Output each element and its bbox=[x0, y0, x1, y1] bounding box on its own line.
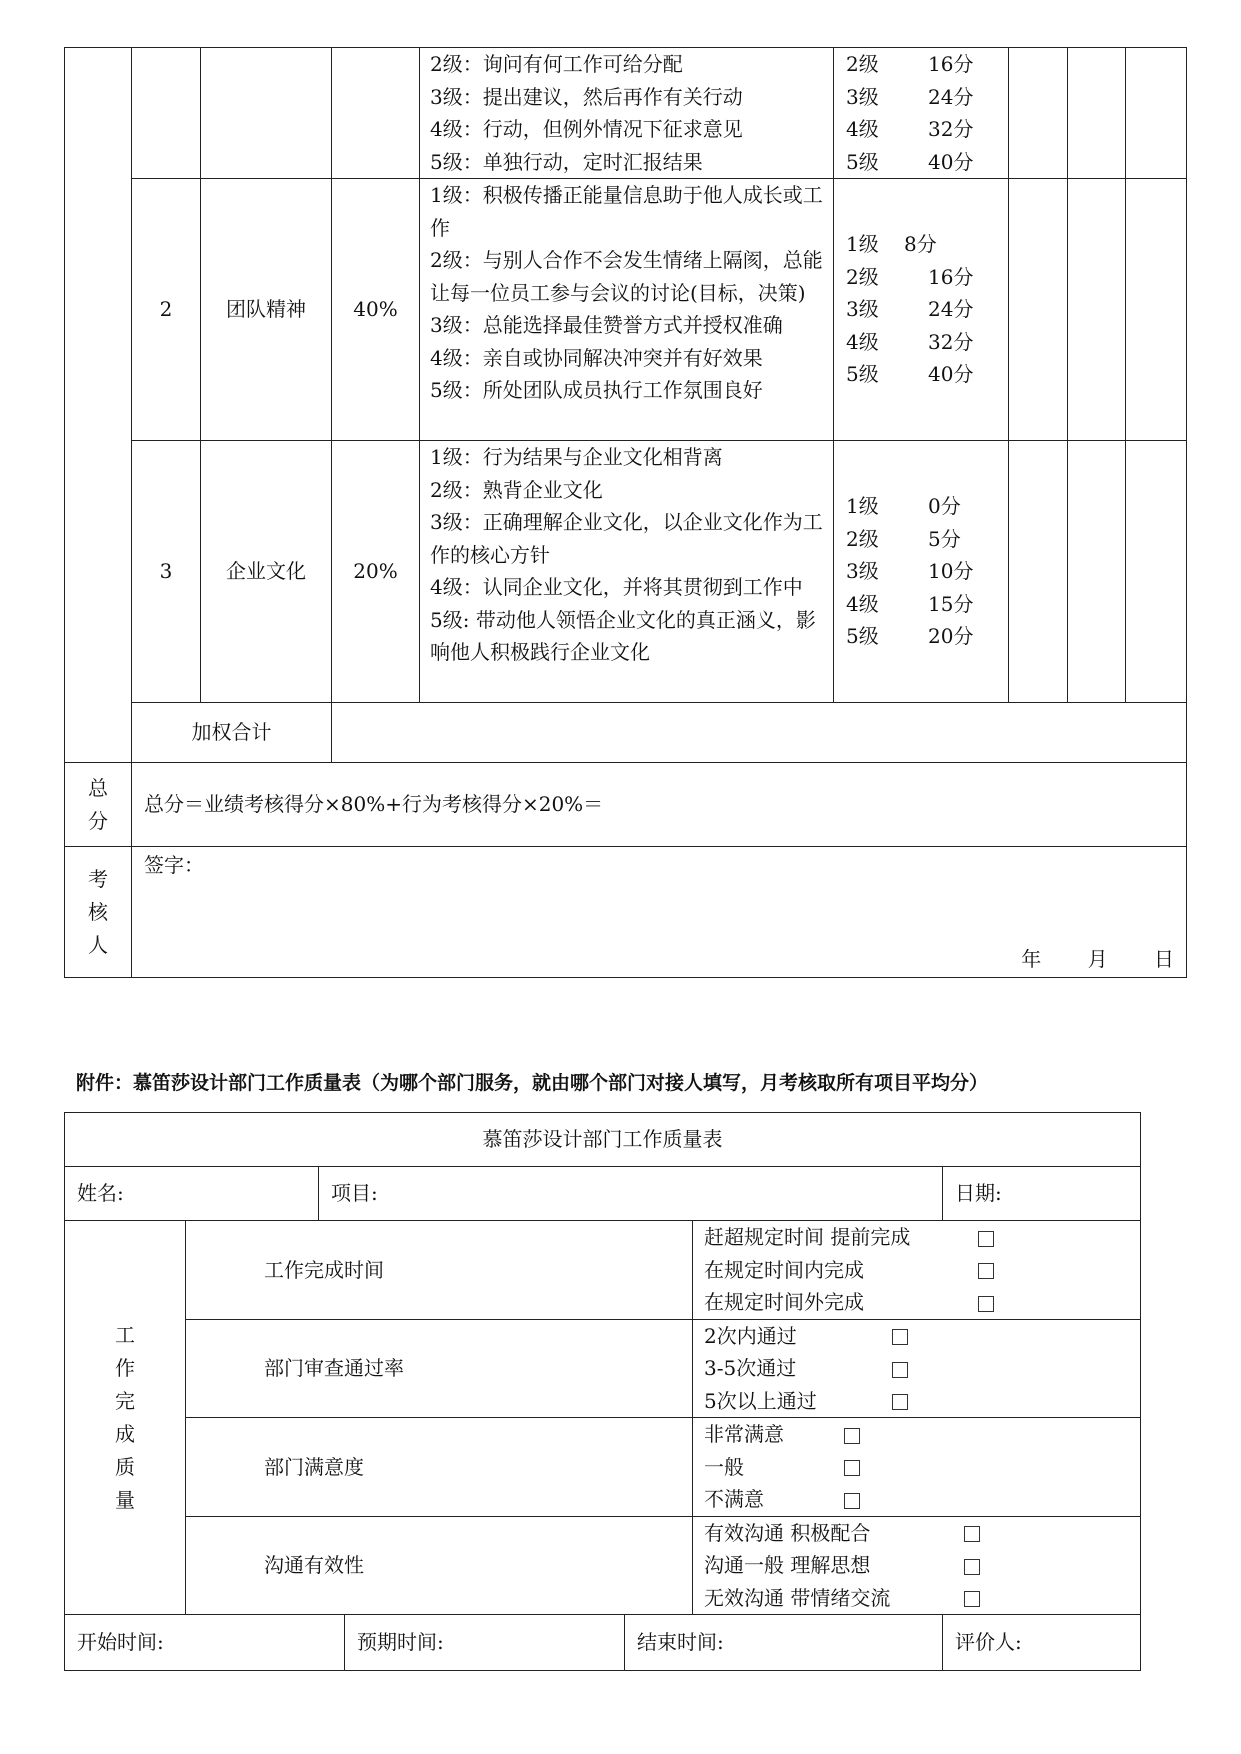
checkbox[interactable] bbox=[964, 1591, 980, 1607]
evaluator-field[interactable]: 评价人: bbox=[943, 1615, 1141, 1671]
expected-time-field[interactable]: 预期时间: bbox=[345, 1615, 625, 1671]
level-descriptions: 1级：积极传播正能量信息助于他人成长或工作 2级：与别人合作不会发生情绪上隔阂，总能让每一位员工参与会议的讨论(目标，决策) 3级：总能选择最佳赞誉方式并授权准确 4级：亲自或协同解决冲突并有好效果 5级：所处团队成员执行工作氛围良好 bbox=[420, 179, 834, 441]
criterion-name: 团队精神 bbox=[201, 179, 332, 441]
self-score-cell[interactable] bbox=[1009, 441, 1068, 703]
reviewer-score-cell[interactable] bbox=[1068, 179, 1126, 441]
category-label: 工 作 完 成 质 量 bbox=[65, 1221, 186, 1615]
criterion-row-communication bbox=[65, 1516, 1141, 1615]
title-row bbox=[65, 1113, 1141, 1167]
date-field[interactable]: 日期: bbox=[943, 1167, 1141, 1221]
final-score-cell[interactable] bbox=[1126, 441, 1187, 703]
checkbox[interactable] bbox=[978, 1231, 994, 1247]
checkbox[interactable] bbox=[964, 1526, 980, 1542]
continued-criterion-row bbox=[65, 48, 1187, 179]
checkbox[interactable] bbox=[892, 1329, 908, 1345]
reviewer-row bbox=[65, 847, 1187, 978]
weighted-total-row bbox=[65, 703, 1187, 763]
checkbox[interactable] bbox=[844, 1428, 860, 1444]
checkbox[interactable] bbox=[978, 1296, 994, 1312]
end-time-field[interactable]: 结束时间: bbox=[625, 1615, 943, 1671]
reviewer-score-cell[interactable] bbox=[1068, 441, 1126, 703]
criterion-label: 工作完成时间 bbox=[186, 1221, 693, 1320]
criterion-label: 部门满意度 bbox=[186, 1418, 693, 1517]
reviewer-score-cell[interactable] bbox=[1068, 48, 1126, 179]
level-scores: 1级 0分 2级 5分 3级 10分 4级 15分 5级 20分 bbox=[834, 441, 1009, 703]
signature-date: 年 月 日 bbox=[1021, 946, 1174, 971]
section-label-cell bbox=[65, 48, 132, 763]
behavior-assessment-table bbox=[64, 47, 1187, 978]
total-formula[interactable]: 总分＝业绩考核得分×80%+行为考核得分×20%＝ bbox=[132, 763, 1187, 847]
criterion-row-completion-time bbox=[65, 1221, 1141, 1320]
final-score-cell[interactable] bbox=[1126, 48, 1187, 179]
criterion-label: 沟通有效性 bbox=[186, 1516, 693, 1615]
level-descriptions: 1级：行为结果与企业文化相背离 2级：熟背企业文化 3级：正确理解企业文化，以企业文化作为工作的核心方针 4级：认同企业文化，并将其贯彻到工作中 5级: 带动他人领悟企业文化的真正涵义，影响他人积极践行企业文化 bbox=[420, 441, 834, 703]
criterion-options: 赶超规定时间 提前完成 在规定时间内完成 在规定时间外完成 bbox=[693, 1221, 1141, 1320]
weighted-total-label: 加权合计 bbox=[132, 703, 332, 763]
total-label: 总 分 bbox=[65, 763, 132, 847]
appendix-caption: 附件：慕笛莎设计部门工作质量表（为哪个部门服务，就由哪个部门对接人填写，月考核取所有项目平均分） bbox=[76, 1072, 989, 1094]
checkbox[interactable] bbox=[844, 1460, 860, 1476]
work-quality-table bbox=[64, 1112, 1141, 1671]
level-scores: 2级 16分 3级 24分 4级 32分 5级 40分 bbox=[834, 48, 1009, 179]
signature-label: 签字： bbox=[144, 853, 204, 877]
criterion-row-team-spirit bbox=[65, 179, 1187, 441]
level-descriptions: 2级：询问有何工作可给分配 3级：提出建议，然后再作有关行动 4级：行动，但例外情况下征求意见 5级：单独行动，定时汇报结果 bbox=[420, 48, 834, 179]
criterion-weight: 40% bbox=[332, 179, 420, 441]
checkbox[interactable] bbox=[892, 1362, 908, 1378]
reviewer-label: 考 核 人 bbox=[65, 847, 132, 978]
criterion-name: 企业文化 bbox=[201, 441, 332, 703]
final-score-cell[interactable] bbox=[1126, 179, 1187, 441]
criterion-label: 部门审查通过率 bbox=[186, 1319, 693, 1418]
self-score-cell[interactable] bbox=[1009, 179, 1068, 441]
criterion-options: 2次内通过 3-5次通过 5次以上通过 bbox=[693, 1319, 1141, 1418]
criterion-options: 非常满意 一般 不满意 bbox=[693, 1418, 1141, 1517]
criterion-options: 有效沟通 积极配合 沟通一般 理解思想 无效沟通 带情绪交流 bbox=[693, 1516, 1141, 1615]
checkbox[interactable] bbox=[892, 1394, 908, 1410]
self-score-cell[interactable] bbox=[1009, 48, 1068, 179]
checkbox[interactable] bbox=[978, 1263, 994, 1279]
criterion-number: 2 bbox=[132, 179, 201, 441]
start-time-field[interactable]: 开始时间: bbox=[65, 1615, 345, 1671]
criterion-row-review-pass-rate bbox=[65, 1319, 1141, 1418]
table-title: 慕笛莎设计部门工作质量表 bbox=[65, 1113, 1141, 1167]
project-field[interactable]: 项目: bbox=[319, 1167, 943, 1221]
total-row bbox=[65, 763, 1187, 847]
level-scores: 1级 8分 2级 16分 3级 24分 4级 32分 5级 40分 bbox=[834, 179, 1009, 441]
timing-row bbox=[65, 1615, 1141, 1671]
weighted-total-value[interactable] bbox=[332, 703, 1187, 763]
checkbox[interactable] bbox=[844, 1493, 860, 1509]
criterion-row-corporate-culture bbox=[65, 441, 1187, 703]
checkbox[interactable] bbox=[964, 1559, 980, 1575]
criterion-row-satisfaction bbox=[65, 1418, 1141, 1517]
criterion-weight: 20% bbox=[332, 441, 420, 703]
signature-cell[interactable] bbox=[132, 847, 1187, 978]
info-row bbox=[65, 1167, 1141, 1221]
name-field[interactable]: 姓名: bbox=[65, 1167, 319, 1221]
criterion-number: 3 bbox=[132, 441, 201, 703]
